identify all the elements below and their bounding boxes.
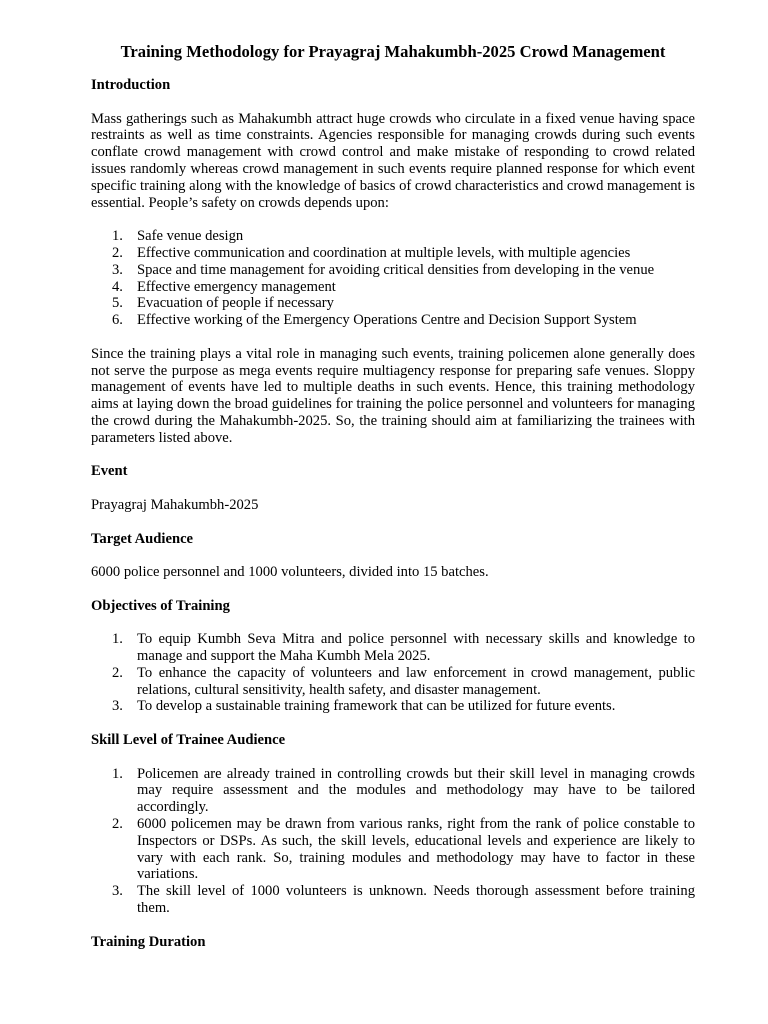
list-item: 2. Effective communication and coordination at multiple levels, with multiple agencies bbox=[112, 244, 631, 261]
document-title: Training Methodology for Prayagraj Mahakumbh-2025 Crowd Management bbox=[120, 42, 666, 61]
list-item: 4. Effective emergency management bbox=[112, 278, 336, 295]
skill-level-list bbox=[91, 766, 695, 917]
objectives-heading: Objectives of Training bbox=[91, 597, 230, 614]
skill-level-heading: Skill Level of Trainee Audience bbox=[91, 732, 286, 749]
list-item: 3. Space and time management for avoiding critical densities from developing in the venue bbox=[112, 261, 655, 278]
event-text: Prayagraj Mahakumbh-2025 bbox=[91, 496, 259, 513]
list-item: 1. Safe venue design bbox=[112, 228, 244, 245]
list-item: 2. 6000 policemen may be drawn from various ranks, right from the rank of police constable to Inspectors or DSPs. As such, the skill levels, educational levels and experience are likely to vary with each rank. So, training modules and methodology may have to factor in these variations. bbox=[112, 816, 695, 883]
list-item: 6. Effective working of the Emergency Operations Centre and Decision Support System bbox=[112, 312, 637, 329]
list-item: 3. To develop a sustainable training framework that can be utilized for future events. bbox=[112, 698, 616, 715]
list-item: 1. To equip Kumbh Seva Mitra and police personnel with necessary skills and knowledge to manage and support the Maha Kumbh Mela 2025. bbox=[112, 631, 695, 665]
list-item: 3. The skill level of 1000 volunteers is unknown. Needs thorough assessment before training them. bbox=[112, 883, 695, 917]
event-heading: Event bbox=[91, 463, 128, 480]
introduction-heading: Introduction bbox=[91, 77, 171, 93]
introduction-paragraph: Mass gatherings such as Mahakumbh attract huge crowds who circulate in a fixed venue having space restraints as well as time constraints. Agencies responsible for managing crowds during such events conflate crowd management with crowd control and make mistake of responding to crowd related issues randomly whereas crowd management in such events require planned response for which event specific training along with the knowledge of basics of crowd characteristics and crowd management is essential. People’s safety on crowds depends upon: bbox=[91, 110, 695, 211]
document-page bbox=[91, 42, 695, 950]
training-duration-heading: Training Duration bbox=[91, 933, 206, 950]
training-role-paragraph: Since the training plays a vital role in managing such events, training policemen alone generally does not serve the purpose as mega events require multiagency response for preparing safe venues. Sloppy management of events have led to multiple deaths in such events. Hence, this training methodology aims at laying down the broad guidelines for training the police personnel and volunteers for managing the crowd during the Mahakumbh-2025. So, the training should aim at familiarizing the trainees with parameters listed above. bbox=[91, 345, 695, 446]
list-item: 2. To enhance the capacity of volunteers and law enforcement in crowd management, public relations, cultural sensitivity, health safety, and disaster management. bbox=[112, 664, 695, 698]
list-item: 5. Evacuation of people if necessary bbox=[112, 295, 334, 312]
objectives-list bbox=[91, 631, 695, 715]
crowd-safety-list bbox=[91, 228, 695, 329]
list-item: 1. Policemen are already trained in controlling crowds but their skill level in managing crowds may require assessment and the modules and methodology may have to be tailored accordingly. bbox=[112, 765, 695, 816]
target-audience-text: 6000 police personnel and 1000 volunteers, divided into 15 batches. bbox=[91, 564, 489, 581]
target-audience-heading: Target Audience bbox=[91, 530, 194, 547]
